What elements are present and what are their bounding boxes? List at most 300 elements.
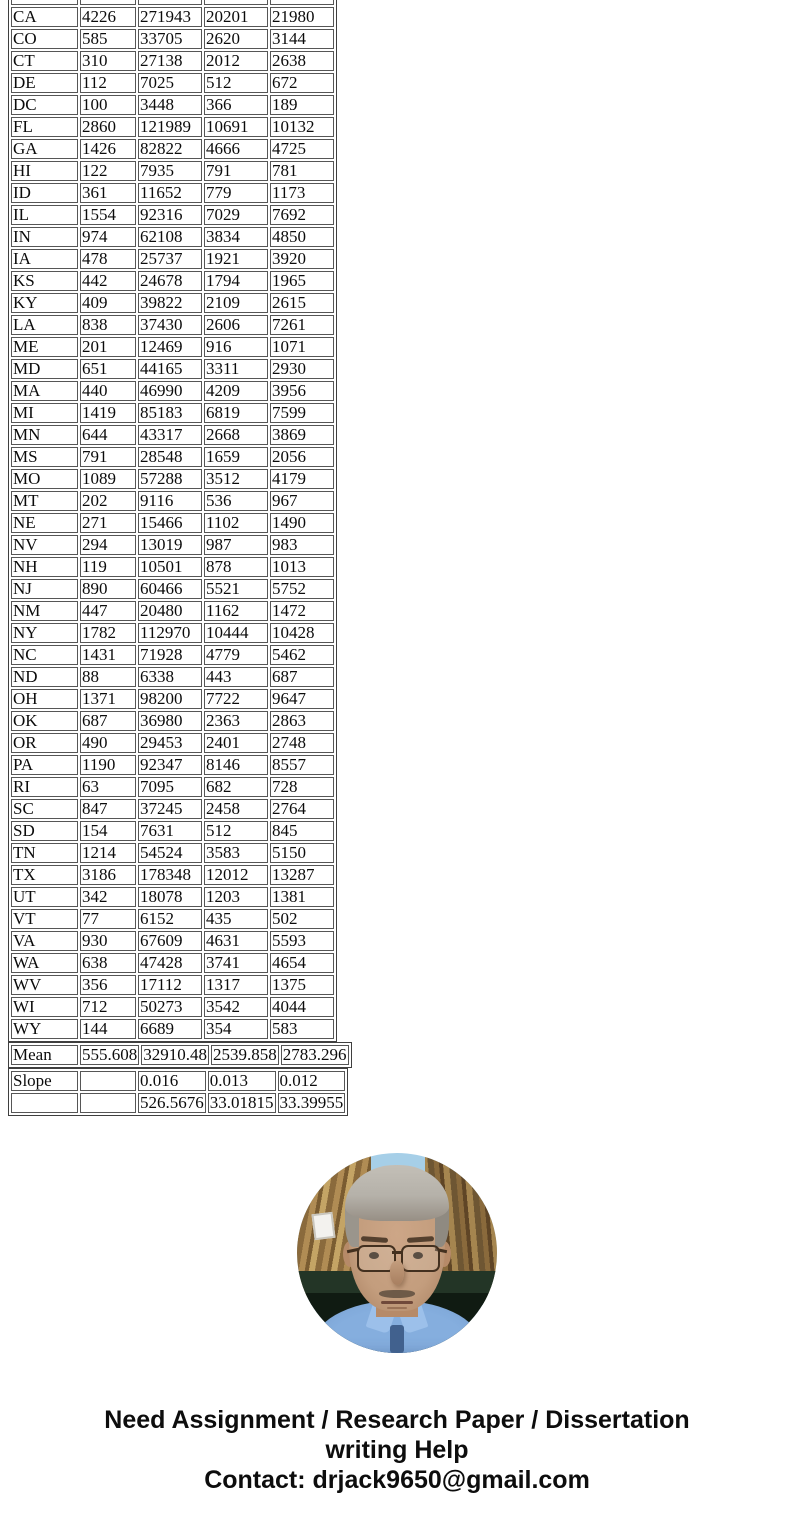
table-row <box>11 183 334 203</box>
table-cell: 4179 <box>270 469 334 489</box>
table-cell: 2458 <box>204 799 268 819</box>
table-cell <box>80 0 136 5</box>
table-row <box>11 689 334 709</box>
table-cell: 9647 <box>270 689 334 709</box>
table-cell: 672 <box>270 73 334 93</box>
table-cell: 1214 <box>80 843 136 863</box>
mean-table <box>8 1042 352 1068</box>
table-cell: 39822 <box>138 293 202 313</box>
table-cell: 4226 <box>80 7 136 27</box>
table-cell: 440 <box>80 381 136 401</box>
table-cell: 50273 <box>138 997 202 1017</box>
table-cell: 33705 <box>138 29 202 49</box>
state-table <box>8 0 337 1042</box>
table-row <box>11 777 334 797</box>
table-cell: 7631 <box>138 821 202 841</box>
table-cell: 478 <box>80 249 136 269</box>
table-cell: 3512 <box>204 469 268 489</box>
table-cell: 490 <box>80 733 136 753</box>
table-cell: 447 <box>80 601 136 621</box>
table-cell <box>11 1093 78 1113</box>
table-row <box>11 425 334 445</box>
table-cell: 202 <box>80 491 136 511</box>
table-cell: 6819 <box>204 403 268 423</box>
table-cell: MI <box>11 403 78 423</box>
table-cell: WV <box>11 975 78 995</box>
table-cell: TX <box>11 865 78 885</box>
table-row <box>11 821 334 841</box>
table-row <box>11 953 334 973</box>
table-cell: ND <box>11 667 78 687</box>
table-cell: 1554 <box>80 205 136 225</box>
table-cell: 6338 <box>138 667 202 687</box>
table-cell: WY <box>11 1019 78 1039</box>
table-cell: MO <box>11 469 78 489</box>
table-cell: OH <box>11 689 78 709</box>
table-cell: 1089 <box>80 469 136 489</box>
photo-chin-line <box>387 1307 407 1309</box>
table-cell: 46990 <box>138 381 202 401</box>
table-cell: 4209 <box>204 381 268 401</box>
table-cell: 983 <box>270 535 334 555</box>
table-cell: RI <box>11 777 78 797</box>
table-row <box>11 315 334 335</box>
table-cell: 2748 <box>270 733 334 753</box>
table-cell: 112970 <box>138 623 202 643</box>
table-cell: 583 <box>270 1019 334 1039</box>
table-cell: 585 <box>80 29 136 49</box>
table-cell: FL <box>11 117 78 137</box>
table-cell: 443 <box>204 667 268 687</box>
table-cell: 2363 <box>204 711 268 731</box>
table-cell: 682 <box>204 777 268 797</box>
table-row <box>11 95 334 115</box>
table-cell: 1659 <box>204 447 268 467</box>
table-cell: 2860 <box>80 117 136 137</box>
table-cell: 728 <box>270 777 334 797</box>
table-cell: CT <box>11 51 78 71</box>
table-cell: 3542 <box>204 997 268 1017</box>
table-cell: 651 <box>80 359 136 379</box>
table-cell: 838 <box>80 315 136 335</box>
table-cell: 502 <box>270 909 334 929</box>
table-cell: 4631 <box>204 931 268 951</box>
table-cell: 2012 <box>204 51 268 71</box>
table-cell: TN <box>11 843 78 863</box>
table-cell: 82822 <box>138 139 202 159</box>
table-cell: 12012 <box>204 865 268 885</box>
table-row <box>11 359 334 379</box>
table-cell: 77 <box>80 909 136 929</box>
table-cell: 1431 <box>80 645 136 665</box>
table-cell <box>80 1071 136 1091</box>
table-cell: UT <box>11 887 78 907</box>
table-row <box>11 645 334 665</box>
table-cell: 967 <box>270 491 334 511</box>
table-row <box>11 557 334 577</box>
table-cell: 845 <box>270 821 334 841</box>
state-table-container <box>8 0 348 1042</box>
table-cell: 847 <box>80 799 136 819</box>
table-cell: 791 <box>204 161 268 181</box>
table-cell: 638 <box>80 953 136 973</box>
table-row <box>11 667 334 687</box>
table-cell: 2606 <box>204 315 268 335</box>
profile-photo <box>297 1153 497 1353</box>
table-row <box>11 7 334 27</box>
table-cell: WA <box>11 953 78 973</box>
table-cell: 512 <box>204 73 268 93</box>
table-cell: 5462 <box>270 645 334 665</box>
table-row <box>11 997 334 1017</box>
table-row <box>11 601 334 621</box>
table-cell: 54524 <box>138 843 202 863</box>
table-cell: 2109 <box>204 293 268 313</box>
table-cell: 3956 <box>270 381 334 401</box>
table-cell: 8557 <box>270 755 334 775</box>
table-cell: 1162 <box>204 601 268 621</box>
table-row <box>11 271 334 291</box>
table-cell: 9116 <box>138 491 202 511</box>
table-cell: 2863 <box>270 711 334 731</box>
table-cell: ME <box>11 337 78 357</box>
table-cell: 271943 <box>138 7 202 27</box>
table-cell: 342 <box>80 887 136 907</box>
table-cell: 512 <box>204 821 268 841</box>
table-row <box>11 623 334 643</box>
table-cell: 20201 <box>204 7 268 27</box>
table-cell: 1419 <box>80 403 136 423</box>
table-cell <box>11 0 78 5</box>
table-cell: NE <box>11 513 78 533</box>
table-cell: SD <box>11 821 78 841</box>
table-row <box>11 337 334 357</box>
table-cell: 3869 <box>270 425 334 445</box>
table-cell: 121989 <box>138 117 202 137</box>
table-cell: 112 <box>80 73 136 93</box>
table-cell: 409 <box>80 293 136 313</box>
table-cell: 1472 <box>270 601 334 621</box>
table-cell: 361 <box>80 183 136 203</box>
photo-mouth <box>381 1301 413 1304</box>
table-cell: 354 <box>204 1019 268 1039</box>
table-cell: 3144 <box>270 29 334 49</box>
table-cell: 890 <box>80 579 136 599</box>
table-cell: 3834 <box>204 227 268 247</box>
table-cell: NM <box>11 601 78 621</box>
table-cell: 3920 <box>270 249 334 269</box>
table-cell: DE <box>11 73 78 93</box>
table-row <box>11 227 334 247</box>
photo-nose <box>390 1261 404 1285</box>
table-cell: 10691 <box>204 117 268 137</box>
table-cell: 4779 <box>204 645 268 665</box>
table-cell: 10444 <box>204 623 268 643</box>
table-cell: 0.013 <box>208 1071 276 1091</box>
table-cell: MT <box>11 491 78 511</box>
table-cell: 33.39955 <box>279 1093 344 1112</box>
table-cell: 154 <box>80 821 136 841</box>
table-row <box>11 491 334 511</box>
photo-tie <box>390 1325 404 1353</box>
table-cell: 18078 <box>138 887 202 907</box>
table-cell: 4725 <box>270 139 334 159</box>
table-cell: 791 <box>80 447 136 467</box>
mean-table-body <box>11 1045 349 1065</box>
table-cell: 4666 <box>204 139 268 159</box>
table-cell: 536 <box>204 491 268 511</box>
table-cell: 3583 <box>204 843 268 863</box>
table-cell: 7025 <box>138 73 202 93</box>
footer-heading-line2: writing Help <box>325 1436 469 1464</box>
table-cell: 687 <box>270 667 334 687</box>
table-cell: 1173 <box>270 183 334 203</box>
table-cell: 526.5676 <box>140 1093 204 1112</box>
table-cell: KS <box>11 271 78 291</box>
table-cell: 63 <box>80 777 136 797</box>
table-cell: 10428 <box>270 623 334 643</box>
table-cell: 987 <box>204 535 268 555</box>
table-cell: 47428 <box>138 953 202 973</box>
table-cell: 0.012 <box>278 1071 346 1091</box>
table-cell: 435 <box>204 909 268 929</box>
table-cell: Mean <box>11 1045 78 1065</box>
table-row <box>11 293 334 313</box>
table-row <box>11 755 334 775</box>
table-cell: 13019 <box>138 535 202 555</box>
table-row <box>11 117 334 137</box>
table-cell: 1317 <box>204 975 268 995</box>
table-cell: 1490 <box>270 513 334 533</box>
footer-text-block <box>0 1405 794 1495</box>
table-row <box>11 865 334 885</box>
table-cell: 687 <box>80 711 136 731</box>
table-cell: WI <box>11 997 78 1017</box>
table-row <box>11 909 334 929</box>
table-row <box>11 139 334 159</box>
table-cell: 33.01815 <box>209 1093 274 1112</box>
table-cell <box>138 0 202 5</box>
state-table-partial-row <box>11 0 334 5</box>
table-cell: NJ <box>11 579 78 599</box>
table-cell: 71928 <box>138 645 202 665</box>
table-cell: 5521 <box>204 579 268 599</box>
table-row <box>11 733 334 753</box>
table-cell: 7261 <box>270 315 334 335</box>
footer-contact: Contact: drjack9650@gmail.com <box>204 1466 590 1494</box>
table-cell: KY <box>11 293 78 313</box>
table-cell: 6689 <box>138 1019 202 1039</box>
table-cell: 2783.296 <box>282 1045 347 1064</box>
table-cell: MA <box>11 381 78 401</box>
table-cell: 1071 <box>270 337 334 357</box>
table-row <box>11 51 334 71</box>
table-cell: 2638 <box>270 51 334 71</box>
table-cell: 178348 <box>138 865 202 885</box>
table-row <box>11 161 334 181</box>
table-cell: 5752 <box>270 579 334 599</box>
table-cell: 27138 <box>138 51 202 71</box>
table-row <box>11 975 334 995</box>
table-row <box>11 579 334 599</box>
table-cell: IL <box>11 205 78 225</box>
table-cell: CA <box>11 7 78 27</box>
table-row <box>11 249 334 269</box>
table-cell: 2401 <box>204 733 268 753</box>
table-cell: 189 <box>270 95 334 115</box>
table-row <box>11 0 334 5</box>
table-cell: 0.016 <box>138 1071 206 1091</box>
table-row <box>11 205 334 225</box>
table-cell <box>80 1093 136 1113</box>
table-cell: 442 <box>80 271 136 291</box>
table-cell: 1371 <box>80 689 136 709</box>
table-row <box>11 1019 334 1039</box>
slope-table <box>8 1068 348 1116</box>
table-row <box>11 73 334 93</box>
table-cell: 2620 <box>204 29 268 49</box>
photo-glasses-bridge <box>392 1251 402 1254</box>
table-cell: SC <box>11 799 78 819</box>
table-cell: 3741 <box>204 953 268 973</box>
table-cell: 1965 <box>270 271 334 291</box>
table-row <box>11 1071 345 1091</box>
table-cell: 98200 <box>138 689 202 709</box>
table-cell: 4044 <box>270 997 334 1017</box>
table-cell: HI <box>11 161 78 181</box>
table-cell: 4654 <box>270 953 334 973</box>
table-cell: 25737 <box>138 249 202 269</box>
table-cell: 294 <box>80 535 136 555</box>
table-cell: 4850 <box>270 227 334 247</box>
table-cell: 1203 <box>204 887 268 907</box>
table-row <box>11 711 334 731</box>
table-cell: 5150 <box>270 843 334 863</box>
table-cell: 100 <box>80 95 136 115</box>
table-cell <box>204 0 268 5</box>
table-cell: 6152 <box>138 909 202 929</box>
table-cell: 1782 <box>80 623 136 643</box>
table-cell: 13287 <box>270 865 334 885</box>
table-cell: 92316 <box>138 205 202 225</box>
photo-mustache <box>379 1290 415 1298</box>
table-cell: 555.608 <box>82 1045 138 1064</box>
table-cell: NC <box>11 645 78 665</box>
table-cell: 21980 <box>270 7 334 27</box>
table-cell: 37430 <box>138 315 202 335</box>
table-row <box>11 843 334 863</box>
table-row <box>11 887 334 907</box>
table-cell: 974 <box>80 227 136 247</box>
table-cell: 779 <box>204 183 268 203</box>
table-cell: 28548 <box>138 447 202 467</box>
table-cell: 356 <box>80 975 136 995</box>
table-row <box>11 469 334 489</box>
photo-glasses-lens-right <box>401 1245 440 1272</box>
table-cell: 37245 <box>138 799 202 819</box>
table-cell: LA <box>11 315 78 335</box>
table-cell: OR <box>11 733 78 753</box>
photo-wall-switch <box>311 1212 335 1240</box>
table-row <box>11 1093 345 1113</box>
table-cell: NY <box>11 623 78 643</box>
table-cell: 10501 <box>138 557 202 577</box>
table-cell: 2930 <box>270 359 334 379</box>
table-cell: 57288 <box>138 469 202 489</box>
table-cell: 10132 <box>270 117 334 137</box>
table-row <box>11 381 334 401</box>
table-cell: 1102 <box>204 513 268 533</box>
table-cell: OK <box>11 711 78 731</box>
table-row <box>11 931 334 951</box>
table-cell: 3186 <box>80 865 136 885</box>
table-cell: 1426 <box>80 139 136 159</box>
table-cell: 7029 <box>204 205 268 225</box>
table-cell <box>270 0 334 5</box>
table-cell: 12469 <box>138 337 202 357</box>
table-cell: 930 <box>80 931 136 951</box>
table-cell: 310 <box>80 51 136 71</box>
table-cell: MS <box>11 447 78 467</box>
state-table-body <box>11 7 334 1039</box>
table-cell: 1794 <box>204 271 268 291</box>
table-cell: 17112 <box>138 975 202 995</box>
table-cell: 44165 <box>138 359 202 379</box>
table-cell: 2056 <box>270 447 334 467</box>
table-cell: Slope <box>11 1071 78 1091</box>
table-cell: 878 <box>204 557 268 577</box>
table-cell: 92347 <box>138 755 202 775</box>
table-cell: 2539.858 <box>213 1045 277 1064</box>
table-cell: NV <box>11 535 78 555</box>
table-cell: 7095 <box>138 777 202 797</box>
table-cell: 3448 <box>138 95 202 115</box>
table-cell: 1921 <box>204 249 268 269</box>
table-cell: VA <box>11 931 78 951</box>
table-cell: 916 <box>204 337 268 357</box>
table-cell: 5593 <box>270 931 334 951</box>
table-row <box>11 513 334 533</box>
table-cell: 122 <box>80 161 136 181</box>
table-cell: 20480 <box>138 601 202 621</box>
table-row <box>11 447 334 467</box>
slope-table-body <box>11 1071 345 1113</box>
table-cell: 24678 <box>138 271 202 291</box>
table-cell: 119 <box>80 557 136 577</box>
table-row <box>11 29 334 49</box>
table-row <box>11 1045 349 1065</box>
table-cell: 67609 <box>138 931 202 951</box>
table-cell: GA <box>11 139 78 159</box>
table-cell: 201 <box>80 337 136 357</box>
table-cell: 271 <box>80 513 136 533</box>
table-cell: IA <box>11 249 78 269</box>
table-cell: MD <box>11 359 78 379</box>
table-cell: 7935 <box>138 161 202 181</box>
table-cell: 1190 <box>80 755 136 775</box>
table-cell: PA <box>11 755 78 775</box>
table-cell: 3311 <box>204 359 268 379</box>
table-cell: 88 <box>80 667 136 687</box>
table-cell: 62108 <box>138 227 202 247</box>
table-cell: 11652 <box>138 183 202 203</box>
table-cell: 7692 <box>270 205 334 225</box>
table-cell: 60466 <box>138 579 202 599</box>
table-cell: 1375 <box>270 975 334 995</box>
table-cell: 7722 <box>204 689 268 709</box>
table-cell: 644 <box>80 425 136 445</box>
table-cell: 85183 <box>138 403 202 423</box>
